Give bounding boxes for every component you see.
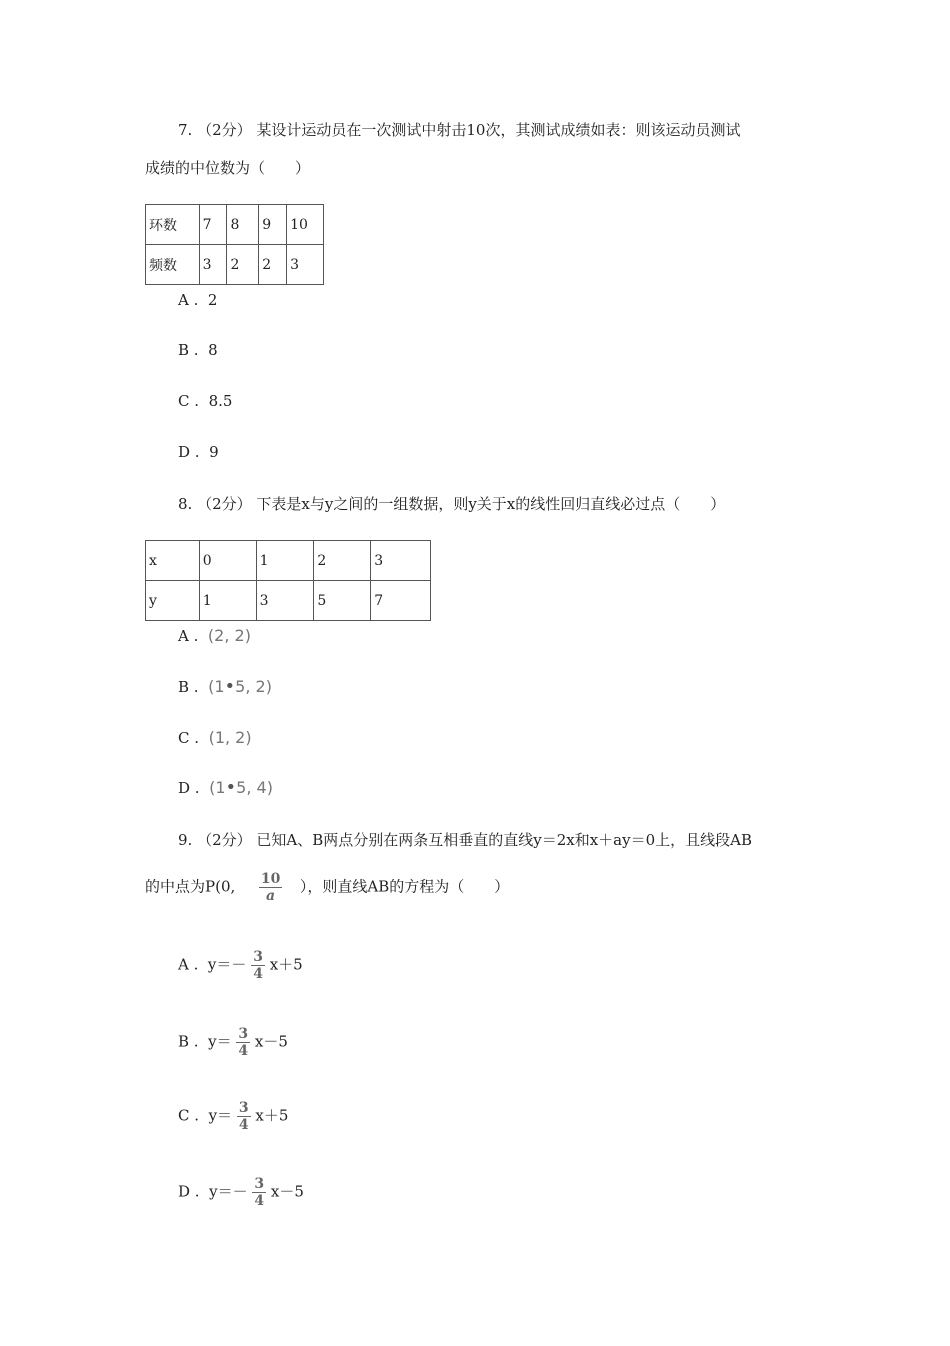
point-expression: (1•5, 2) [208,676,272,697]
q8-table [145,540,431,621]
q9-stem-line1: 9. （2分） 已知A、B两点分别在两条互相垂直的直线y＝2x和x＋ay＝0上，且线段AB [178,831,753,849]
table-cell: 频数 [146,245,200,285]
equation-prefix: y＝ [208,1106,233,1125]
table-cell: 3 [287,245,324,285]
option-label: B . [178,1032,199,1051]
q9-stem-line2 [145,872,509,903]
point-expression: (1, 2) [208,728,252,747]
option-label: B . [178,341,199,359]
fraction-3-over-4: $\frac{3}{4}$ [238,1026,249,1059]
option-label: D . [178,443,200,461]
q8-option-d[interactable] [178,778,273,797]
equation-prefix: y＝－ [209,1182,248,1201]
q8-option-a[interactable] [178,626,251,645]
table-row [146,581,431,621]
q9-stem-after: ），则直线AB的方程为（ ） [299,877,510,896]
q7-option-a[interactable] [178,291,217,309]
table-cell: x [146,541,200,581]
fraction-10-over-a: $\frac{10}{a}$ [260,871,281,904]
q8-option-b[interactable] [178,677,272,696]
table-cell: 环数 [146,205,200,245]
q7-stem-line2: 成绩的中位数为（ ） [145,159,311,177]
table-cell: 2 [314,541,371,581]
table-cell: 5 [314,581,371,621]
table-cell: 9 [259,205,287,245]
q9-option-a[interactable] [178,950,303,981]
fraction-3-over-4: $\frac{3}{4}$ [253,949,263,982]
q8-stem-line1: 8. （2分） 下表是x与y之间的一组数据，则y关于x的线性回归直线必过点（ ） [178,495,726,513]
table-cell: y [146,581,200,621]
option-label: C . [178,729,200,747]
option-label: A . [178,291,199,309]
option-text: 8.5 [208,392,233,410]
table-row [146,541,431,581]
option-text: 2 [207,291,218,309]
equation-suffix: x＋5 [269,955,303,974]
table-cell: 7 [199,205,227,245]
table-cell: 3 [371,541,431,581]
point-expression: (2, 2) [207,626,251,645]
equation-suffix: x＋5 [255,1106,289,1125]
fraction-3-over-4: $\frac{3}{4}$ [254,1176,265,1209]
table-cell: 1 [199,581,256,621]
table-cell: 3 [256,581,314,621]
option-label: A . [178,955,199,974]
table-row [146,205,324,245]
option-text: 8 [208,341,218,359]
option-label: A . [178,627,199,645]
table-cell: 2 [227,245,259,285]
equation-prefix: y＝－ [207,955,247,974]
point-expression: (1•5, 4) [209,777,273,798]
q7-option-c[interactable] [178,392,232,410]
q8-option-c[interactable] [178,728,252,747]
q9-option-c[interactable] [178,1101,288,1132]
equation-prefix: y＝ [208,1032,232,1051]
table-cell: 1 [256,541,314,581]
equation-suffix: x－5 [270,1182,304,1201]
q9-stem-before: 的中点为P(0, [145,877,236,896]
q9-option-d[interactable] [178,1177,304,1208]
equation-suffix: x－5 [254,1032,288,1051]
table-cell: 7 [371,581,431,621]
table-cell: 2 [259,245,287,285]
option-label: C . [178,1106,200,1125]
q7-stem-line1: 7. （2分） 某设计运动员在一次测试中射击10次，其测试成绩如表：则该运动员测试 [178,121,741,139]
q7-table [145,204,324,285]
option-label: D . [178,1182,200,1201]
option-label: D . [178,779,200,797]
table-cell: 8 [227,205,259,245]
q9-option-b[interactable] [178,1027,288,1058]
option-label: C . [178,392,200,410]
table-cell: 3 [199,245,227,285]
q7-option-d[interactable] [178,443,219,461]
table-row [146,245,324,285]
table-cell: 0 [199,541,256,581]
option-label: B . [178,678,199,696]
q7-option-b[interactable] [178,341,218,359]
option-text: 9 [209,443,219,461]
table-cell: 10 [287,205,324,245]
fraction-3-over-4: $\frac{3}{4}$ [238,1100,249,1133]
